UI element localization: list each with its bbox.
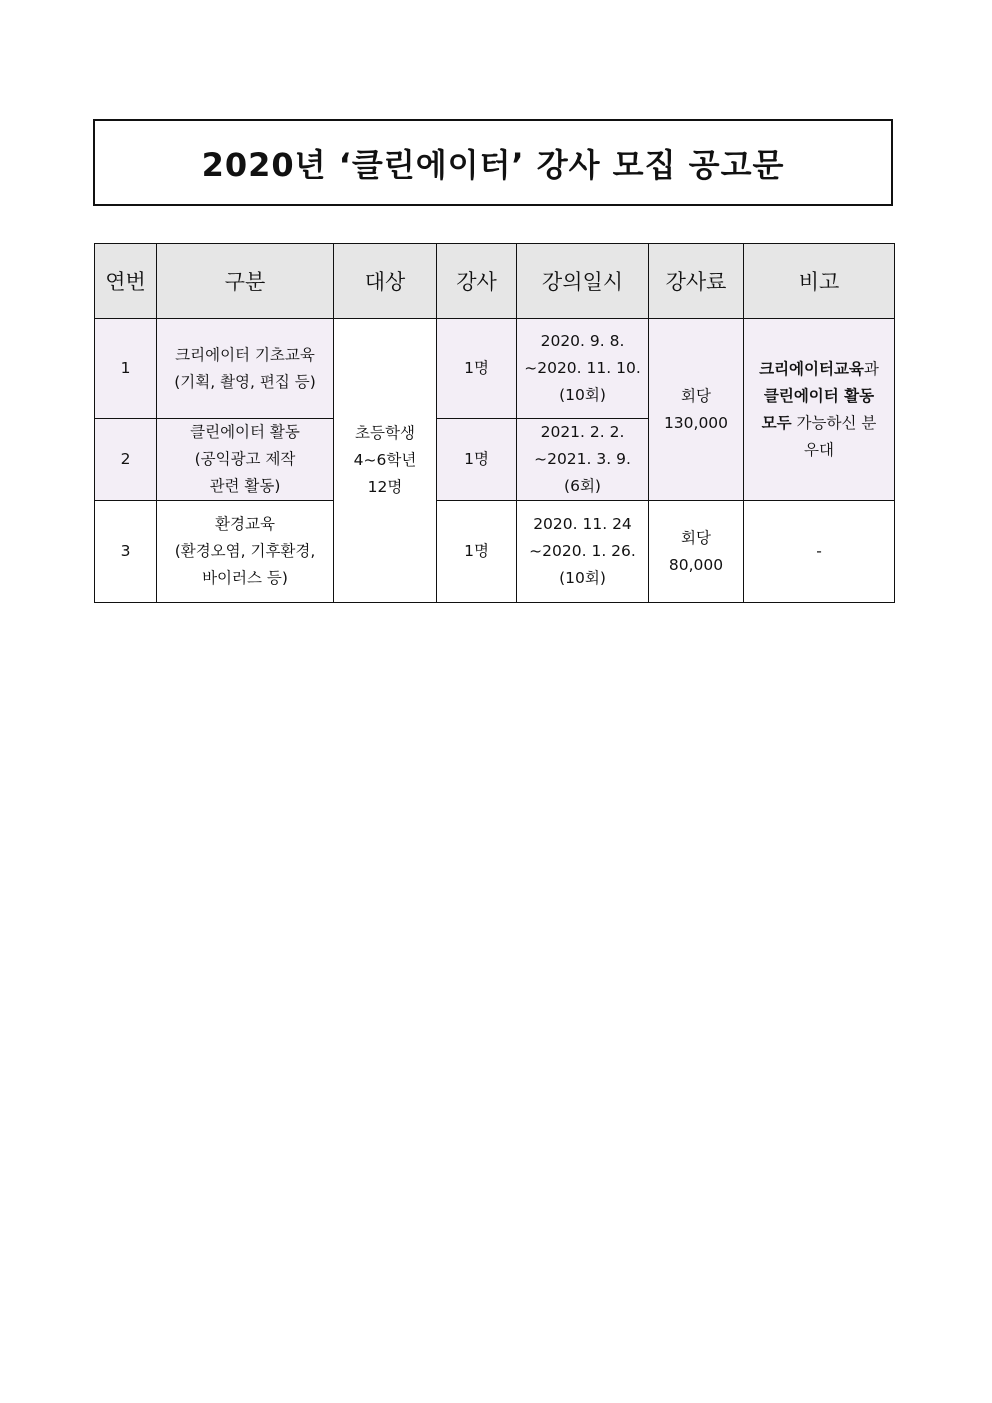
cell-note: - [744, 501, 895, 603]
cell-fee [649, 501, 744, 603]
note-bold-text: 모두 [761, 413, 792, 432]
fee-line: 130,000 [663, 413, 729, 432]
header-schedule: 강의일시 [517, 244, 649, 319]
note-text: 과 [863, 359, 879, 378]
table-row [95, 501, 895, 603]
header-category: 구분 [157, 244, 334, 319]
schedule-line: 2020. 9. 8. [540, 332, 625, 350]
cell-fee [649, 319, 744, 501]
schedule-line: (10회) [559, 569, 606, 587]
category-line: 바이러스 등) [202, 569, 288, 587]
category-line: (공익광고 제작 [194, 450, 296, 468]
note-line: 우대 [804, 440, 834, 459]
schedule-line: (6회) [564, 477, 601, 495]
cell-instructor: 1명 [437, 319, 517, 419]
cell-no: 1 [95, 319, 157, 419]
schedule-line: (10회) [559, 386, 606, 404]
cell-no: 2 [95, 419, 157, 501]
note-bold-text: 크리에이터교육 [759, 359, 864, 378]
cell-category [157, 501, 334, 603]
category-line: 클린에이터 활동 [190, 423, 300, 441]
schedule-line: ~2021. 3. 9. [534, 450, 631, 468]
recruitment-table [94, 243, 895, 603]
cell-category [157, 319, 334, 419]
fee-line: 80,000 [668, 555, 724, 574]
schedule-line: ~2020. 1. 26. [529, 542, 636, 560]
header-fee: 강사료 [649, 244, 744, 319]
header-instructor: 강사 [437, 244, 517, 319]
schedule-line: ~2020. 11. 10. [524, 359, 641, 377]
header-target: 대상 [334, 244, 437, 319]
table-row [95, 319, 895, 419]
category-line: 크리에이터 기초교육 [175, 345, 315, 364]
cell-note [744, 319, 895, 501]
note-line [748, 410, 890, 437]
header-note: 비고 [744, 244, 895, 319]
cell-schedule [517, 419, 649, 501]
target-line: 초등학생 [355, 424, 415, 442]
target-line: 4~6학년 [353, 451, 417, 469]
category-line: (환경오염, 기후환경, [174, 542, 316, 560]
note-text: 가능하신 분 [791, 413, 877, 432]
cell-schedule [517, 319, 649, 419]
target-line: 12명 [367, 478, 403, 496]
cell-schedule [517, 501, 649, 603]
category-line: 환경교육 [215, 515, 275, 533]
note-line: 클린에이터 활동 [763, 386, 875, 405]
cell-no: 3 [95, 501, 157, 603]
fee-line: 회당 [681, 528, 711, 547]
cell-category [157, 419, 334, 501]
fee-line: 회당 [681, 386, 711, 405]
note-line [748, 356, 890, 383]
schedule-line: 2021. 2. 2. [540, 423, 625, 441]
schedule-line: 2020. 11. 24 [533, 515, 632, 533]
title-box [93, 119, 893, 206]
category-line: 관련 활동) [209, 477, 281, 495]
cell-instructor: 1명 [437, 501, 517, 603]
page-title: 2020년 ‘클린에이터’ 강사 모집 공고문 [201, 145, 785, 184]
cell-instructor: 1명 [437, 419, 517, 501]
header-no: 연번 [95, 244, 157, 319]
category-line: (기획, 촬영, 편집 등) [174, 372, 316, 391]
table-header-row [95, 244, 895, 319]
cell-target [334, 319, 437, 603]
